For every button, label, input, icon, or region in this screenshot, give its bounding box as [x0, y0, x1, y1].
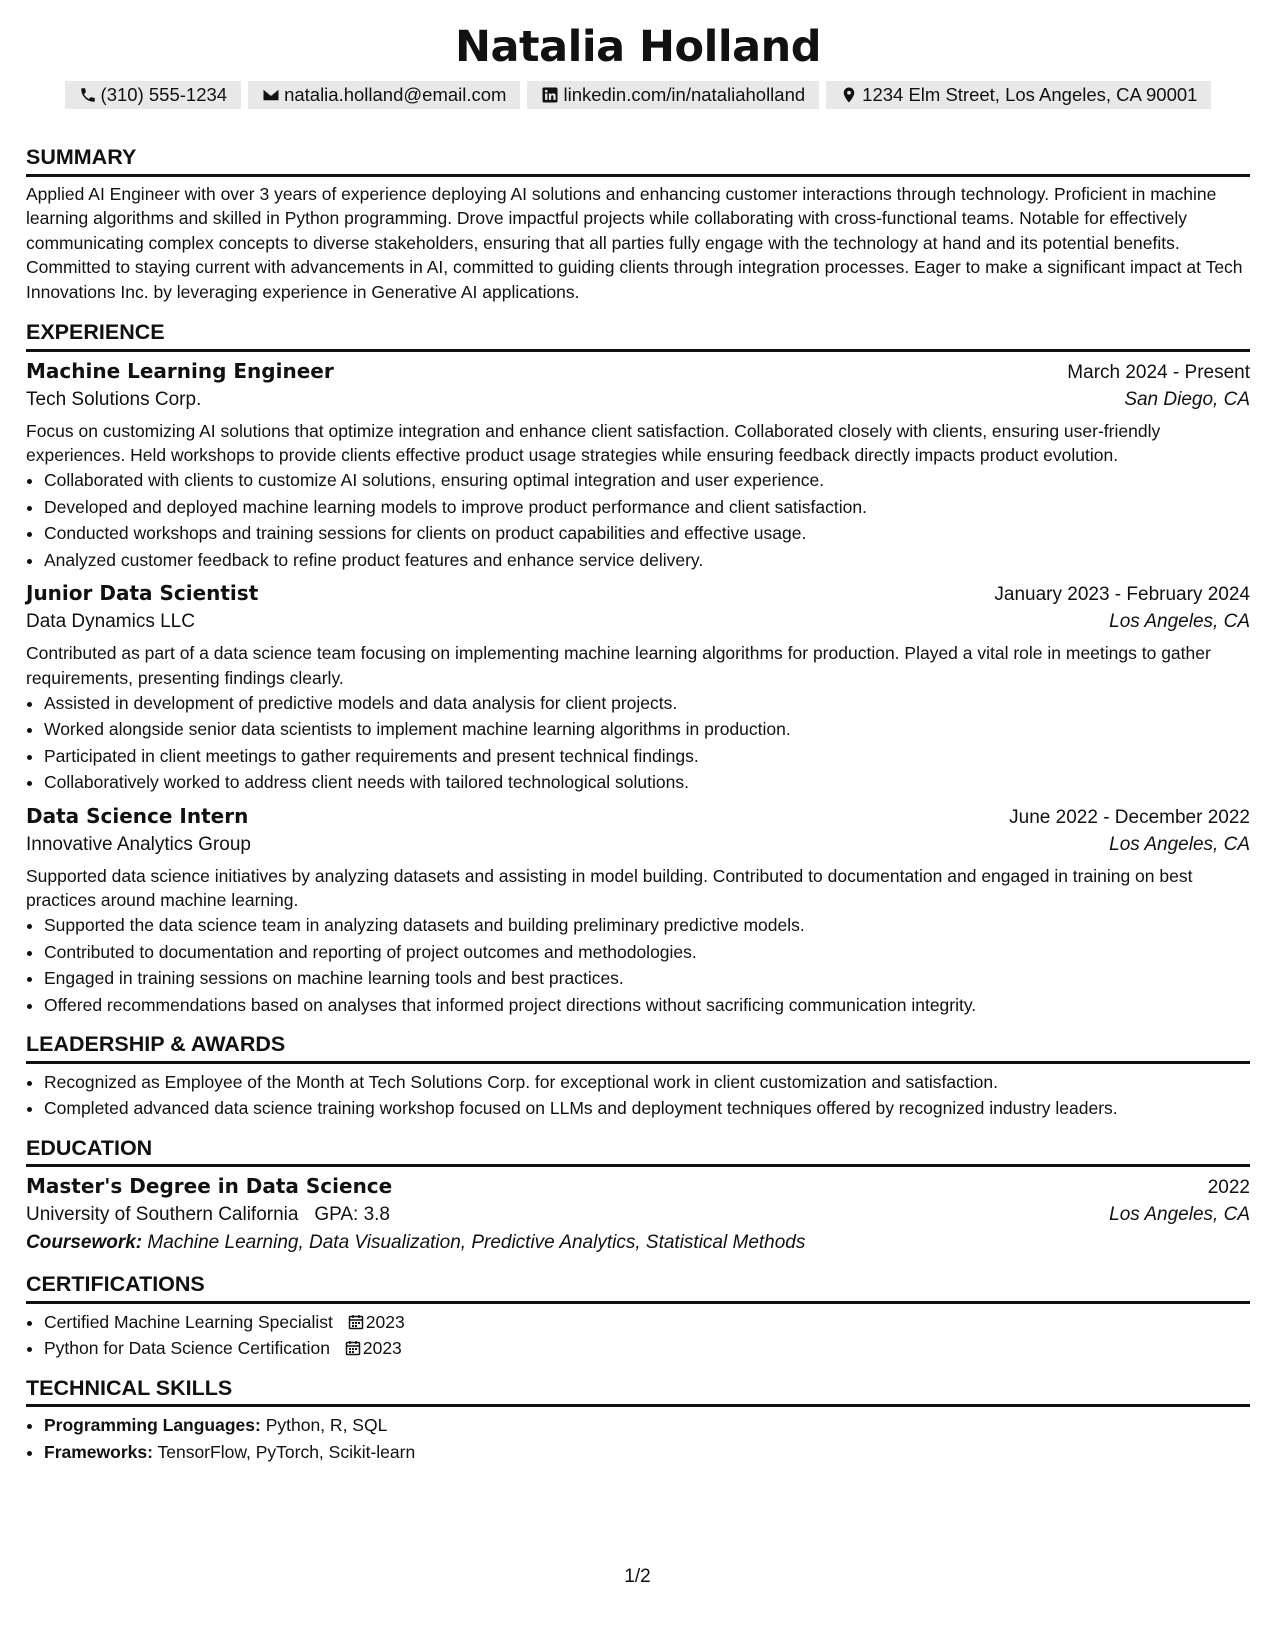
email-contact[interactable]: [248, 81, 520, 109]
page-number: 1/2: [624, 1566, 651, 1587]
school-line: [26, 1204, 390, 1226]
company-name: Tech Solutions Corp.: [26, 388, 202, 410]
coursework-label: Coursework:: [26, 1232, 143, 1254]
section-heading-education: EDUCATION: [26, 1138, 1250, 1168]
list-item: [44, 1412, 1250, 1439]
job-dates: January 2023 - February 2024: [994, 584, 1250, 606]
graduation-year: 2022: [1207, 1177, 1250, 1199]
job-header: [26, 359, 1250, 384]
job-description: Contributed as part of a data science team focusing on implementing machine learning algorithms for production. Played a vital role in meetings to gather requirements, presenting findings clearly.: [26, 643, 1211, 688]
school-location: Los Angeles, CA: [1109, 1204, 1250, 1226]
list-item: • Supported the data science team in analyzing datasets and building preliminary predictive models.: [44, 912, 1250, 939]
list-item: • Offered recommendations based on analyses that informed project directions without sacrificing communication integrity.: [44, 992, 1250, 1019]
education-subheader: [26, 1204, 1250, 1226]
company-name: Innovative Analytics Group: [26, 833, 251, 855]
job-entry: [26, 581, 1250, 795]
phone-icon: [79, 86, 97, 104]
candidate-name: Natalia Holland: [455, 22, 821, 72]
skill-value: TensorFlow, PyTorch, Scikit-learn: [157, 1441, 416, 1462]
section-heading-summary: SUMMARY: [26, 147, 1250, 177]
job-dates: March 2024 - Present: [1067, 361, 1250, 383]
job-bullets: [26, 467, 1250, 573]
email-address[interactable]: natalia.holland@email.com: [284, 84, 507, 105]
job-title: Junior Data Scientist: [26, 581, 259, 606]
section-heading-leadership: LEADERSHIP & AWARDS: [26, 1034, 1250, 1064]
job-description: Focus on customizing AI solutions that optimize integration and enhance client satisfaction. Collaborated closely with clients, ensuring user-friendly experiences. Held workshops to provide clients effective product usage strategies while ensuring feedback directly impacts product evolution.: [26, 420, 1161, 466]
education-section: [26, 1135, 1250, 1255]
summary-section: [26, 147, 1250, 304]
street-address: 1234 Elm Street, Los Angeles, CA 90001: [862, 84, 1198, 105]
job-header: [26, 581, 1250, 606]
list-item: • Completed advanced data science training workshop focused on LLMs and deployment techniques offered by recognized industry leaders.: [44, 1095, 1250, 1122]
job-title: Machine Learning Engineer: [26, 358, 334, 383]
job-dates: June 2022 - December 2022: [1009, 806, 1250, 828]
job-location: Los Angeles, CA: [1109, 833, 1250, 855]
coursework-list: Machine Learning, Data Visualization, Predictive Analytics, Statistical Methods: [147, 1232, 806, 1254]
education-header: [26, 1174, 1250, 1199]
list-item: [44, 1335, 1250, 1362]
skill-value: Python, R, SQL: [265, 1415, 388, 1436]
resume-page: [26, 0, 1250, 1465]
phone-number: (310) 555-1234: [100, 84, 228, 105]
skill-label: Programming Languages:: [44, 1415, 261, 1436]
job-description: Supported data science initiatives by analyzing datasets and assisting in model building. Contributed to documentation and engaged in training on best practices around machine learning.: [26, 865, 1193, 910]
job-subheader: [26, 611, 1250, 633]
job-subheader: [26, 834, 1250, 856]
certifications-section: [26, 1274, 1250, 1362]
list-item: • Developed and deployed machine learning models to improve product performance and client satisfaction.: [44, 494, 1250, 521]
list-item: [44, 1309, 1250, 1336]
school-name: University of Southern California: [26, 1204, 299, 1226]
list-item: • Contributed to documentation and reporting of project outcomes and methodologies.: [44, 939, 1250, 966]
job-entry: [26, 804, 1250, 1018]
map-pin-icon: [840, 86, 858, 104]
certification-name: Python for Data Science Certification: [44, 1338, 330, 1359]
job-entry: [26, 359, 1250, 573]
list-item: • Recognized as Employee of the Month at Tech Solutions Corp. for exceptional work in client customization and satisfaction.: [44, 1069, 1250, 1096]
linkedin-url[interactable]: linkedin.com/in/nataliaholland: [563, 84, 806, 105]
calendar-icon: [345, 1340, 361, 1356]
job-title: Data Science Intern: [26, 803, 249, 828]
skills-section: [26, 1375, 1250, 1466]
experience-section: [26, 322, 1250, 1018]
section-heading-skills: TECHNICAL SKILLS: [26, 1378, 1250, 1408]
linkedin-contact[interactable]: [527, 81, 819, 109]
job-subheader: [26, 389, 1250, 411]
degree-title: Master's Degree in Data Science: [26, 1174, 393, 1199]
calendar-icon: [348, 1314, 364, 1330]
job-bullets: [26, 912, 1250, 1018]
certification-year: 2023: [362, 1338, 402, 1359]
list-item: • Engaged in training sessions on machine learning tools and best practices.: [44, 965, 1250, 992]
certifications-list: [26, 1309, 1250, 1362]
leadership-section: [26, 1034, 1250, 1122]
leadership-list: [26, 1069, 1250, 1122]
job-location: San Diego, CA: [1124, 388, 1250, 410]
envelope-icon: [262, 86, 280, 104]
list-item: • Analyzed customer feedback to refine product features and enhance service delivery.: [44, 547, 1250, 574]
certification-name: Certified Machine Learning Specialist: [44, 1311, 333, 1332]
list-item: [44, 1439, 1250, 1466]
linkedin-icon: [541, 86, 559, 104]
job-header: [26, 804, 1250, 829]
company-name: Data Dynamics LLC: [26, 611, 195, 633]
contact-bar: [26, 81, 1250, 109]
skills-list: [26, 1412, 1250, 1465]
list-item: • Participated in client meetings to gather requirements and present technical findings.: [44, 743, 1250, 770]
list-item: • Worked alongside senior data scientists to implement machine learning algorithms in production.: [44, 716, 1250, 743]
list-item: • Assisted in development of predictive models and data analysis for client projects.: [44, 690, 1250, 717]
list-item: • Collaborated with clients to customize AI solutions, ensuring optimal integration and user experience.: [44, 467, 1250, 494]
section-heading-certifications: CERTIFICATIONS: [26, 1274, 1250, 1304]
address-contact: [826, 81, 1211, 109]
coursework-line: [26, 1232, 1250, 1254]
list-item: • Collaboratively worked to address client needs with tailored technological solutions.: [44, 769, 1250, 796]
section-heading-experience: EXPERIENCE: [26, 322, 1250, 352]
summary-text: Applied AI Engineer with over 3 years of experience deploying AI solutions and enhancing customer interactions through technology. Proficient in machine learning algorithms and skilled in Python programming. Drove impactful projects while collaborating with cross-functional teams. Notable for effectively communicating complex concepts to diverse stakeholders, ensuring that all parties fully engage with the technology at hand and its potential benefits. Committed to staying current with advancements in AI, committed to guiding clients through integration processes. Eager to make a significant impact at Tech Innovations Inc. by leveraging experience in Generative AI applications.: [26, 183, 1243, 302]
gpa: GPA: 3.8: [314, 1204, 390, 1226]
list-item: • Conducted workshops and training sessions for clients on product capabilities and effective usage.: [44, 520, 1250, 547]
job-bullets: [26, 690, 1250, 796]
phone-contact: [65, 81, 242, 109]
skill-label: Frameworks:: [44, 1441, 153, 1462]
certification-year: 2023: [365, 1311, 405, 1332]
job-location: Los Angeles, CA: [1109, 611, 1250, 633]
